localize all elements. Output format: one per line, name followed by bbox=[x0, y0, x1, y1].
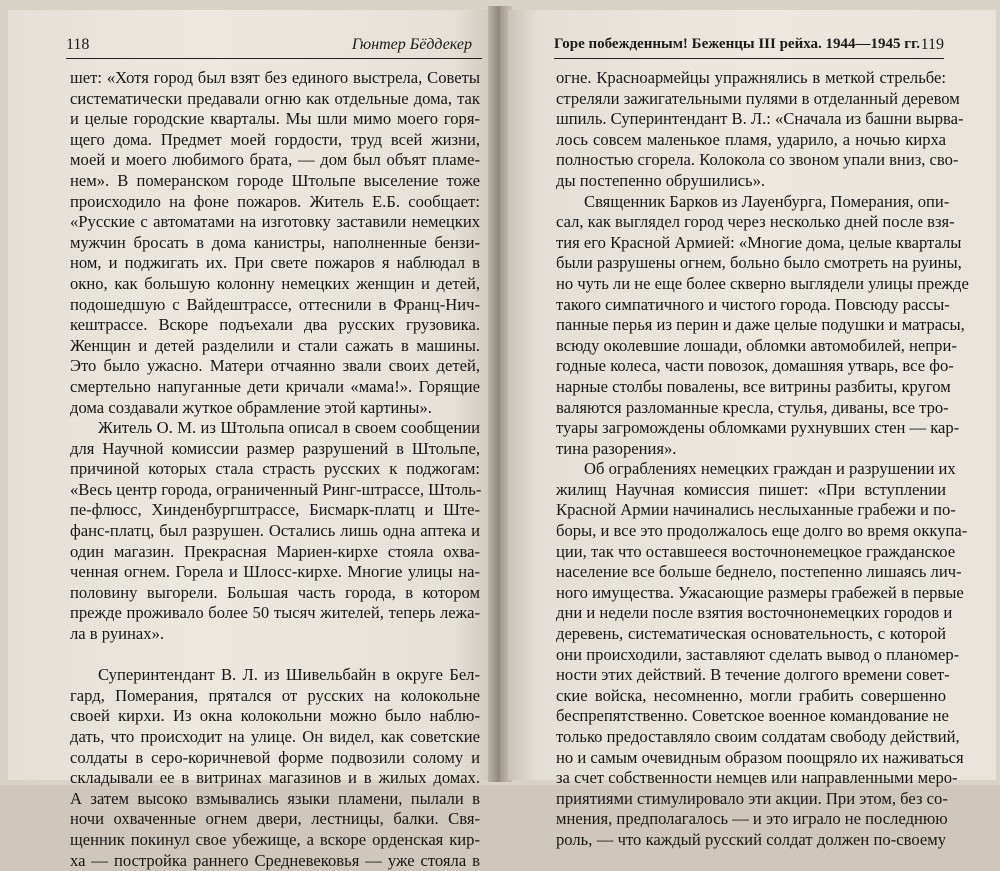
text-line: подошедшую с Вайдештрассе, оттеснили в Франц-Нич- bbox=[70, 294, 480, 314]
text-line: они происходили, заставляют сделать вывод о планомер- bbox=[556, 644, 960, 664]
text-line: тина разорения». bbox=[556, 438, 677, 458]
text-line: Это было ужасно. Матери отчаянно звали своих детей, bbox=[70, 356, 480, 376]
text-line: фанс-платц, был разрушен. Остались лишь одна аптека и bbox=[70, 521, 480, 541]
text-line: «Русские с автоматами на изготовку заставили немецких bbox=[70, 212, 480, 232]
text-line: дать, что происходит на улице. Он видел, как советские bbox=[70, 727, 480, 746]
text-line: Об ограблениях немецких граждан и разрушении их bbox=[584, 459, 956, 479]
text-line: были разрушены огнем, больно было смотреть на руины, bbox=[556, 253, 962, 273]
text-line: гард, Померания, прятался от русских на колокольне bbox=[70, 685, 480, 705]
text-line: приятиями стимулировало эти акции. При этом, без со- bbox=[556, 788, 948, 808]
text-line: ности этих действий. В течение долгого времени совет- bbox=[556, 665, 950, 685]
text-line: ном, и поджигать их. При свете пожаров я наблюдал в bbox=[70, 253, 480, 273]
left-page-body bbox=[70, 68, 480, 871]
right-page-body bbox=[556, 68, 969, 851]
text-line: за счет собственности немцев или направленными меро- bbox=[556, 768, 958, 788]
text-line: и целые городские кварталы. Мы шли мимо моего горя- bbox=[70, 109, 480, 129]
text-line: ного имущества. Ужасающие размеры грабежей в первые bbox=[556, 582, 964, 602]
text-line: но и самым очевидным образом поощряло их наживаться bbox=[556, 747, 964, 767]
left-running-head: Гюнтер Бёддекер bbox=[351, 36, 472, 53]
text-line: Житель О. М. из Штольпа описал в своем сообщении bbox=[98, 418, 480, 438]
right-running-header bbox=[554, 36, 944, 59]
text-line: Священник Барков из Лауенбурга, Померания, опи- bbox=[584, 191, 950, 211]
text-line: беспрепятственно. Советское военное командование не bbox=[556, 706, 949, 726]
text-line: моей и моего любимого брата, — дом был объят пламе- bbox=[70, 150, 480, 170]
right-running-head: Горе побежденным! Беженцы III рейха. 1944—1945 гг. bbox=[554, 36, 920, 52]
text-line: смертельно напуганные дети кричали «мама!». Горящие bbox=[70, 376, 480, 396]
text-line: лось совсем маленькое пламя, ударило, а ночью кирха bbox=[556, 129, 946, 149]
text-line: полностью сгорела. Колокола со звоном упали вниз, сво- bbox=[556, 150, 959, 170]
text-line: мужчин бросать в дома канистры, наполненные бензи- bbox=[70, 232, 480, 252]
text-line: дни и недели после взятия восточнонемецких городов и bbox=[556, 603, 953, 623]
text-line: прежде проживало более 50 тысяч жителей, теперь лежа- bbox=[70, 603, 480, 623]
text-line: систематически предавали огню как отдельные дома, так bbox=[70, 88, 480, 108]
text-line: пе-флюсс, Хинденбургштрассе, Бисмарк-платц и Ште- bbox=[70, 500, 480, 520]
text-line: окно, как большую колонну немецких женщин и детей, bbox=[70, 273, 480, 293]
text-line: только предоставляло своим солдатам свободу действий, bbox=[556, 727, 960, 746]
text-line: кештрассе. Вскоре подъехали два русских грузовика. bbox=[70, 315, 480, 335]
text-line: солдаты в серо-коричневой форме подвозили солому и bbox=[70, 747, 480, 767]
text-line: ции, так что оставшееся восточнонемецкое гражданское bbox=[556, 541, 956, 561]
text-line: Красной Армии начинались неслыханные грабежи и по- bbox=[556, 500, 956, 520]
text-line: один магазин. Прекрасная Мариен-кирхе стояла охва- bbox=[70, 541, 480, 561]
left-page bbox=[8, 10, 492, 870]
left-page-number: 118 bbox=[66, 36, 90, 53]
text-line: ла в руинах». bbox=[70, 624, 165, 644]
text-line: огне. Красноармейцы упражнялись в меткой стрельбе: bbox=[556, 68, 946, 87]
text-line: туары загромождены обломками рухнувших стен — кар- bbox=[556, 418, 960, 438]
text-line: такого симпатичного и чистого города. Повсюду рассы- bbox=[556, 294, 950, 314]
text-line: панные перья из перин и даже целые подушки и матрасы, bbox=[556, 315, 965, 335]
text-line: годные колеса, части повозок, домашняя утварь, все фо- bbox=[556, 356, 954, 376]
text-line: «Весь центр города, ограниченный Ринг-штрассе, Штоль- bbox=[70, 479, 482, 499]
text-line: тия его Красной Армией: «Многие дома, целые кварталы bbox=[556, 232, 962, 252]
left-running-header bbox=[66, 36, 482, 59]
text-line: население все больше беднело, постепенно лишаясь лич- bbox=[556, 562, 962, 582]
text-line: сал, как выглядел город через несколько дней после взя- bbox=[556, 212, 955, 232]
text-line: роль, — что каждый русский солдат должен по-своему bbox=[556, 829, 946, 849]
text-line: ночи охваченные огнем двери, лестницы, балки. Свя- bbox=[70, 809, 480, 829]
text-line: половину выгорели. Большая часть города, в котором bbox=[70, 582, 480, 602]
text-line: боры, и все это продолжалось еще долго во время оккупа- bbox=[556, 521, 968, 541]
text-line: своей кирхи. Из окна колокольни можно было наблю- bbox=[70, 706, 480, 726]
text-line: Женщин и детей разделили и стали сажать в машины. bbox=[70, 335, 480, 355]
text-line: щенник покинул свое убежище, а вскоре орденская кир- bbox=[70, 829, 480, 849]
text-line: но чуть ли не еще более скверно выглядели улицы прежде bbox=[556, 273, 969, 293]
text-line: складывали ее в витринах магазинов и в жилых домах. bbox=[70, 768, 480, 788]
text-line: ские войска, несомненно, могли грабить совершенно bbox=[556, 685, 946, 705]
text-line: для Научной комиссии размер разрушений в Штольпе, bbox=[70, 438, 480, 458]
text-line: А затем высоко взмывались языки пламени, пылали в bbox=[70, 788, 480, 808]
text-line bbox=[70, 645, 480, 666]
text-line: шпиль. Суперинтендант В. Л.: «Сначала из башни вырва- bbox=[556, 109, 964, 129]
right-page bbox=[508, 10, 996, 849]
text-line: деревень, систематическая основательность, с которой bbox=[556, 624, 946, 644]
text-line: причиной которых стала страсть русских к поджогам: bbox=[70, 459, 480, 479]
text-line: жилищ Научная комиссия пишет: «При вступлении bbox=[556, 479, 946, 499]
text-line: стреляли зажигательными пулями в отделанный деревом bbox=[556, 88, 960, 108]
text-line: нем». В померанском городе Штольпе выселение тоже bbox=[70, 170, 480, 190]
text-line: мнения, предполагалось — и это играло не последнюю bbox=[556, 809, 948, 829]
right-page-number: 119 bbox=[920, 36, 944, 53]
text-line: валяются разломанные кресла, стулья, диваны, все тро- bbox=[556, 397, 949, 417]
text-line: ха — постройка раннего Средневековья — уже стояла в bbox=[70, 850, 480, 870]
text-line: происходило на фоне пожаров. Житель Е.Б. сообщает: bbox=[70, 191, 480, 211]
text-line: дома создавали жуткое обрамление этой картины». bbox=[70, 397, 432, 417]
text-line: всюду околевшие лошади, обломки автомобилей, непри- bbox=[556, 335, 957, 355]
text-line: щего дома. Предмет моей гордости, труд всей жизни, bbox=[70, 129, 480, 149]
text-line: ченная огнем. Горела и Шлосс-кирхе. Многие улицы на- bbox=[70, 562, 480, 582]
text-line: шет: «Хотя город был взят без единого выстрела, Советы bbox=[70, 68, 480, 87]
text-line: ды постепенно обрушились». bbox=[556, 170, 766, 190]
text-line: нарные столбы повалены, все витрины разбиты, кругом bbox=[556, 376, 951, 396]
text-line: Суперинтендант В. Л. из Шивельбайн в округе Бел- bbox=[98, 665, 480, 685]
